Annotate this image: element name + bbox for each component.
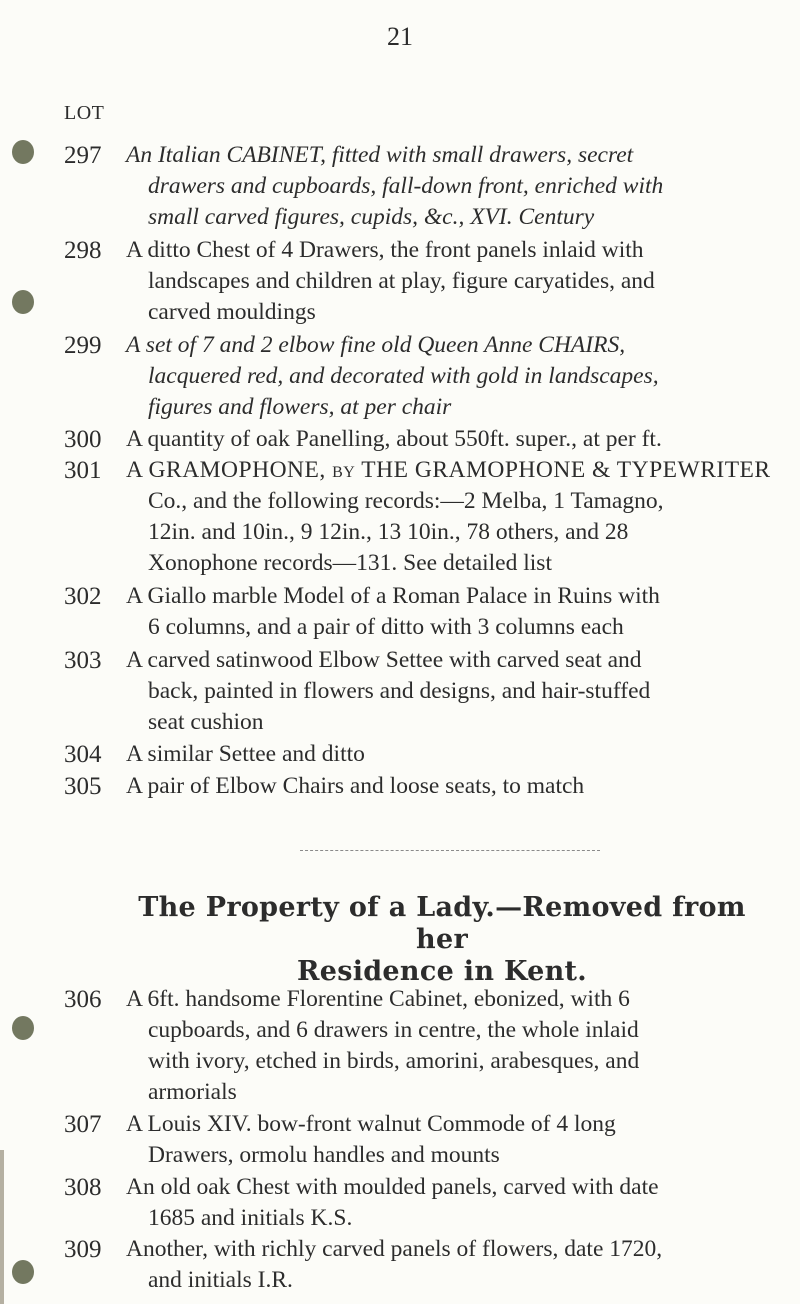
lot-entry bbox=[64, 330, 780, 423]
description-line: and initials I.R. bbox=[148, 1267, 293, 1293]
lot-entry bbox=[64, 140, 780, 233]
lot-entry bbox=[64, 235, 780, 328]
lot-number: 306 bbox=[64, 986, 102, 1013]
description-line: A ditto Chest of 4 Drawers, the front panels inlaid with bbox=[126, 237, 644, 263]
section-divider bbox=[300, 850, 600, 851]
lot-number: 298 bbox=[64, 237, 102, 264]
lot-number: 297 bbox=[64, 142, 102, 169]
lot-entry bbox=[64, 1234, 780, 1296]
description-line: A GRAMOPHONE, by THE GRAMOPHONE & TYPEWRITER bbox=[126, 457, 771, 483]
lot-number: 301 bbox=[64, 457, 102, 484]
lot-number: 303 bbox=[64, 647, 102, 674]
lot-number: 302 bbox=[64, 583, 102, 610]
lot-number: 309 bbox=[64, 1236, 102, 1263]
lot-entry bbox=[64, 645, 780, 738]
description-line: A similar Settee and ditto bbox=[126, 741, 365, 767]
description-line: seat cushion bbox=[148, 709, 264, 735]
lot-description bbox=[126, 581, 780, 643]
margin-ink-mark bbox=[12, 290, 34, 314]
lot-description bbox=[126, 739, 780, 770]
lot-description bbox=[126, 424, 780, 455]
description-line: A pair of Elbow Chairs and loose seats, to match bbox=[126, 773, 585, 799]
lot-description bbox=[126, 645, 780, 738]
lot-description bbox=[126, 1172, 780, 1234]
lot-entry bbox=[64, 455, 780, 579]
lot-entry bbox=[64, 424, 780, 455]
lot-description bbox=[126, 330, 780, 423]
lot-entry bbox=[64, 1109, 780, 1171]
description-line: A 6ft. handsome Florentine Cabinet, ebonized, with 6 bbox=[126, 986, 630, 1012]
page-edge-shadow bbox=[0, 1150, 4, 1304]
description-line: 1685 and initials K.S. bbox=[148, 1205, 353, 1231]
description-line: An old oak Chest with moulded panels, carved with date bbox=[126, 1174, 659, 1200]
page-number: 21 bbox=[387, 22, 413, 51]
lot-entry bbox=[64, 739, 780, 770]
description-line: with ivory, etched in birds, amorini, arabesques, and bbox=[148, 1048, 640, 1074]
description-line: carved mouldings bbox=[148, 299, 316, 325]
lot-description bbox=[126, 1109, 780, 1171]
lot-number: 300 bbox=[64, 426, 102, 453]
description-line: lacquered red, and decorated with gold in landscapes, bbox=[148, 363, 659, 389]
lot-entry bbox=[64, 771, 780, 802]
description-line: armorials bbox=[148, 1079, 237, 1105]
description-line: An Italian CABINET, fitted with small drawers, secret bbox=[126, 142, 634, 168]
lot-entry bbox=[64, 581, 780, 643]
lot-column-heading: LOT bbox=[64, 102, 105, 124]
lot-number: 305 bbox=[64, 773, 102, 800]
lot-number: 308 bbox=[64, 1174, 102, 1201]
lot-description bbox=[126, 984, 780, 1108]
lot-number: 307 bbox=[64, 1111, 102, 1138]
description-line: cupboards, and 6 drawers in centre, the whole inlaid bbox=[148, 1017, 639, 1043]
lot-description bbox=[126, 771, 780, 802]
lot-entry bbox=[64, 1172, 780, 1234]
lot-entry bbox=[64, 984, 780, 1108]
lot-description bbox=[126, 1234, 780, 1296]
section-heading-line: Residence in Kent. bbox=[296, 956, 588, 987]
description-line: Xonophone records—131. See detailed list bbox=[148, 550, 552, 576]
margin-ink-mark bbox=[12, 140, 34, 164]
description-line: 6 columns, and a pair of ditto with 3 columns each bbox=[148, 614, 624, 640]
description-line: A Giallo marble Model of a Roman Palace in Ruins with bbox=[126, 583, 660, 609]
description-line: back, painted in flowers and designs, and hair-stuffed bbox=[148, 678, 651, 704]
section-heading bbox=[132, 892, 752, 988]
description-line: small carved figures, cupids, &c., XVI. Century bbox=[148, 204, 595, 230]
description-line: Drawers, ormolu handles and mounts bbox=[148, 1142, 500, 1168]
description-line: 12in. and 10in., 9 12in., 13 10in., 78 others, and 28 bbox=[148, 519, 629, 545]
margin-ink-mark bbox=[12, 1016, 34, 1040]
lot-description bbox=[126, 235, 780, 328]
description-line: Another, with richly carved panels of flowers, date 1720, bbox=[126, 1236, 663, 1262]
description-line: Co., and the following records:—2 Melba, 1 Tamagno, bbox=[148, 488, 664, 514]
description-line: landscapes and children at play, figure caryatides, and bbox=[148, 268, 655, 294]
lot-number: 299 bbox=[64, 332, 102, 359]
description-line: drawers and cupboards, fall-down front, enriched with bbox=[148, 173, 664, 199]
section-heading-line: The Property of a Lady.—Removed from her bbox=[138, 892, 746, 955]
lot-description bbox=[126, 140, 780, 233]
lot-number: 304 bbox=[64, 741, 102, 768]
lot-description bbox=[126, 455, 780, 579]
description-line: figures and flowers, at per chair bbox=[148, 394, 452, 420]
description-line: A quantity of oak Panelling, about 550ft. super., at per ft. bbox=[126, 426, 662, 452]
description-line: A carved satinwood Elbow Settee with carved seat and bbox=[126, 647, 642, 673]
description-line: A Louis XIV. bow-front walnut Commode of 4 long bbox=[126, 1111, 616, 1137]
description-line: A set of 7 and 2 elbow fine old Queen Anne CHAIRS, bbox=[126, 332, 626, 358]
margin-ink-mark bbox=[12, 1260, 34, 1284]
